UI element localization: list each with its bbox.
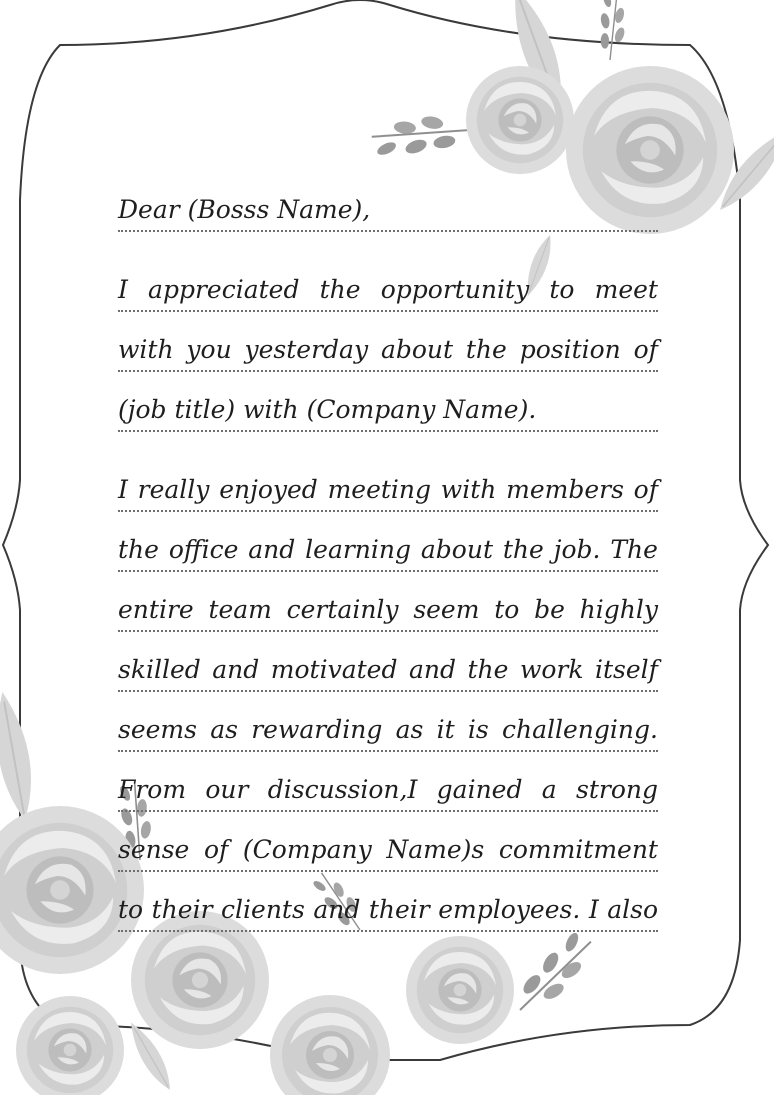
letter-line: I really enjoyed meeting with members of <box>118 470 658 512</box>
top-right-flower-cluster <box>366 0 774 299</box>
letter-line: sense of (Company Name)s commitment <box>118 830 658 872</box>
letter-line: seems as rewarding as it is challenging. <box>118 710 658 752</box>
letter-line: the office and learning about the job. The <box>118 530 658 572</box>
letter-line: to their clients and their employees. I also <box>118 890 658 932</box>
letter-line: (job title) with (Company Name). <box>118 390 658 432</box>
letter-line: I appreciated the opportunity to meet <box>118 270 658 312</box>
letter-line: From our discussion,I gained a strong <box>118 770 658 812</box>
letter-line: skilled and motivated and the work itself <box>118 650 658 692</box>
salutation: Dear (Bosss Name), <box>118 190 658 232</box>
letter-line: with you yesterday about the position of <box>118 330 658 372</box>
letter-line: entire team certainly seem to be highly <box>118 590 658 632</box>
